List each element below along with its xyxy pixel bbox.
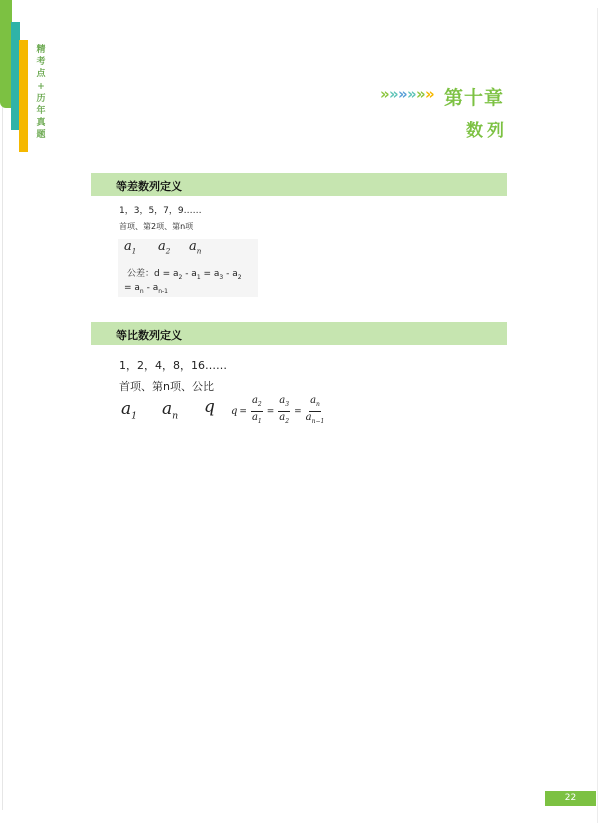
symbol-q: q	[204, 397, 215, 417]
chevron-icon: »	[416, 85, 423, 103]
symbol-a2: $a_2$	[158, 239, 171, 256]
decor-bar-yellow	[19, 40, 28, 152]
chevron-arrows-icon	[380, 85, 434, 103]
section-header-arithmetic	[91, 173, 507, 196]
vertical-series-title: 精 考 点 + 历 年 真 题	[36, 45, 46, 141]
arithmetic-terms-label: 首项、第2项、第n项	[119, 222, 194, 231]
section-title: 等比数列定义	[116, 329, 182, 342]
chevron-icon: »	[380, 85, 387, 103]
chapter-title: 数列	[466, 121, 508, 141]
symbol-an: $a_n$	[189, 239, 202, 256]
geometric-sequence-example: 1，2，4，8，16……	[119, 359, 227, 372]
chapter-number: 第十章	[444, 87, 505, 109]
chevron-icon: »	[425, 85, 432, 103]
chevron-icon: »	[389, 85, 396, 103]
common-difference-formula: 公差：$d = a_2 - a_1 = a_3 - a_2$	[127, 269, 242, 281]
common-difference-formula-cont: = $a_n - a_{n-1}$	[124, 283, 169, 295]
chevron-icon: »	[407, 85, 414, 103]
chevron-icon: »	[398, 85, 405, 103]
fraction: $\frac{a_3}{a_2}$	[279, 395, 290, 425]
page-number: 22	[545, 791, 596, 806]
symbol-a1: $a_1$	[121, 399, 138, 422]
page-edge-left	[2, 10, 3, 810]
symbol-a1: $a_1$	[124, 239, 137, 256]
page-edge-right	[597, 8, 598, 823]
section-header-geometric	[91, 322, 507, 345]
section-title: 等差数列定义	[116, 180, 182, 193]
geometric-terms-label: 首项、第n项、公比	[119, 380, 214, 393]
symbol-an: $a_n$	[162, 399, 179, 422]
fraction: $\frac{a_n}{a_{n-1}}$	[305, 395, 325, 425]
arithmetic-sequence-example: 1，3，5，7，9……	[119, 206, 202, 216]
common-ratio-formula: q = $\frac{a_2}{a_1}$ = $\frac{a_3}{a_2}$ = $\frac{a_n}{a_{n-1}}$	[231, 395, 326, 428]
fraction: $\frac{a_2}{a_1}$	[251, 395, 262, 425]
